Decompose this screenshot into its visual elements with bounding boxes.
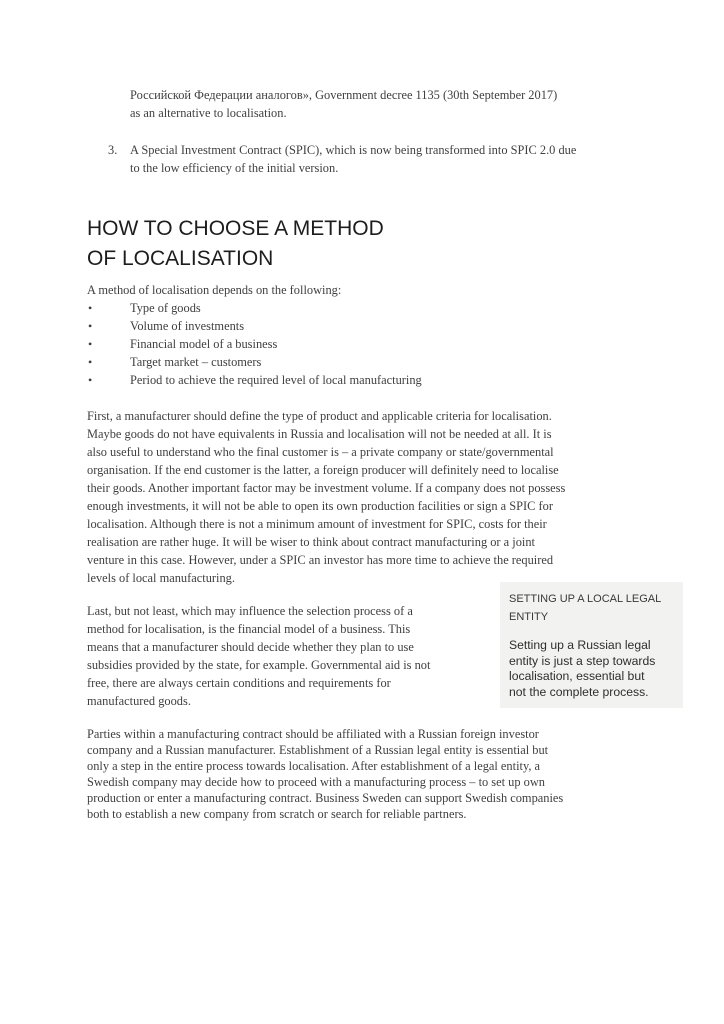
bullet-dot: • <box>88 301 93 315</box>
paragraph-3-line: both to establish a new company from scratch or search for reliable partners. <box>87 807 467 821</box>
bullet-item: Type of goods <box>130 301 201 315</box>
paragraph-1-line: localisation. Although there is not a minimum amount of investment for SPIC, costs for their <box>87 517 547 531</box>
intro-text: A method of localisation depends on the following: <box>87 283 342 297</box>
paragraph-3-line: Parties within a manufacturing contract should be affiliated with a Russian foreign investor <box>87 727 539 741</box>
bullet-item: Target market – customers <box>130 355 262 369</box>
paragraph-1-line: enough investments, it will not be able to open its own production facilities or sign a SPIC for <box>87 499 553 513</box>
paragraph-1-line: also useful to understand who the final customer is – a private company or state/governmental <box>87 445 554 459</box>
paragraph-1-line: Maybe goods do not have equivalents in Russia and localisation will not be needed at all. It is <box>87 427 552 441</box>
bullet-dot: • <box>88 355 93 369</box>
sidebar-body-line: Setting up a Russian legal <box>509 638 651 652</box>
sidebar-body-line: entity is just a step towards <box>509 653 656 668</box>
list-item-2-line-1: Российской Федерации аналогов», Government decree 1135 (30th September 2017) <box>130 88 558 102</box>
paragraph-1-line: First, a manufacturer should define the type of product and applicable criteria for localisation. <box>87 409 552 423</box>
paragraph-3-line: Swedish company may decide how to proceed with a manufacturing process – to set up own <box>87 775 545 789</box>
sidebar-callout <box>500 582 683 708</box>
paragraph-2-line: means that a manufacturer should decide whether they plan to use <box>87 640 414 654</box>
paragraph-2-line: subsidies provided by the state, for example. Governmental aid is not <box>87 658 431 672</box>
paragraph-1-line: venture in this case. However, under a SPIC an investor has more time to achieve the required <box>87 553 554 567</box>
list-item-2-line-2: as an alternative to localisation. <box>130 106 287 120</box>
sidebar-body-line: not the complete process. <box>509 684 649 699</box>
list-item-3-line-1: A Special Investment Contract (SPIC), which is now being transformed into SPIC 2.0 due <box>130 143 577 157</box>
sidebar-body-line: localisation, essential but <box>509 669 645 683</box>
sidebar-body <box>509 638 655 700</box>
sidebar-title-line: ENTITY <box>509 611 549 623</box>
paragraph-3-line: company and a Russian manufacturer. Establishment of a Russian legal entity is essential but <box>87 743 549 757</box>
list-item-3-number: 3. <box>108 143 118 157</box>
bullet-item: Volume of investments <box>130 319 245 333</box>
sidebar-title-line: SETTING UP A LOCAL LEGAL <box>509 593 662 605</box>
paragraph-3-line: production or enter a manufacturing contract. Business Sweden can support Swedish companies <box>87 791 564 805</box>
paragraph-2-line: manufactured goods. <box>87 694 191 708</box>
bullet-dot: • <box>88 373 93 387</box>
paragraph-2-line: Last, but not least, which may influence the selection process of a <box>87 604 413 618</box>
section-heading-line-1: HOW TO CHOOSE A METHOD <box>87 217 384 240</box>
bullet-dot: • <box>88 319 93 333</box>
paragraph-1-line: their goods. Another important factor may be investment volume. If a company does not possess <box>87 481 566 495</box>
paragraph-3-line: only a step in the entire process towards localisation. After establishment of a legal entity, a <box>87 759 541 773</box>
paragraph-1-line: levels of local manufacturing. <box>87 571 235 585</box>
paragraph-1-line: organisation. If the end customer is the latter, a foreign producer will definitely need to localise <box>87 463 559 477</box>
paragraph-2-line: method for localisation, is the financial model of a business. This <box>87 622 411 636</box>
paragraph-1-line: realisation are rather huge. It will be wiser to think about contract manufacturing or a joint <box>87 535 535 549</box>
bullet-item: Financial model of a business <box>130 337 278 351</box>
paragraph-2-line: free, there are always certain conditions and requirements for <box>87 676 391 690</box>
bullet-dot: • <box>88 337 93 351</box>
list-item-3-line-2: to the low efficiency of the initial version. <box>130 161 339 175</box>
section-heading-line-2: OF LOCALISATION <box>87 247 274 270</box>
sidebar-title <box>509 590 661 626</box>
bullet-item: Period to achieve the required level of local manufacturing <box>130 373 422 387</box>
